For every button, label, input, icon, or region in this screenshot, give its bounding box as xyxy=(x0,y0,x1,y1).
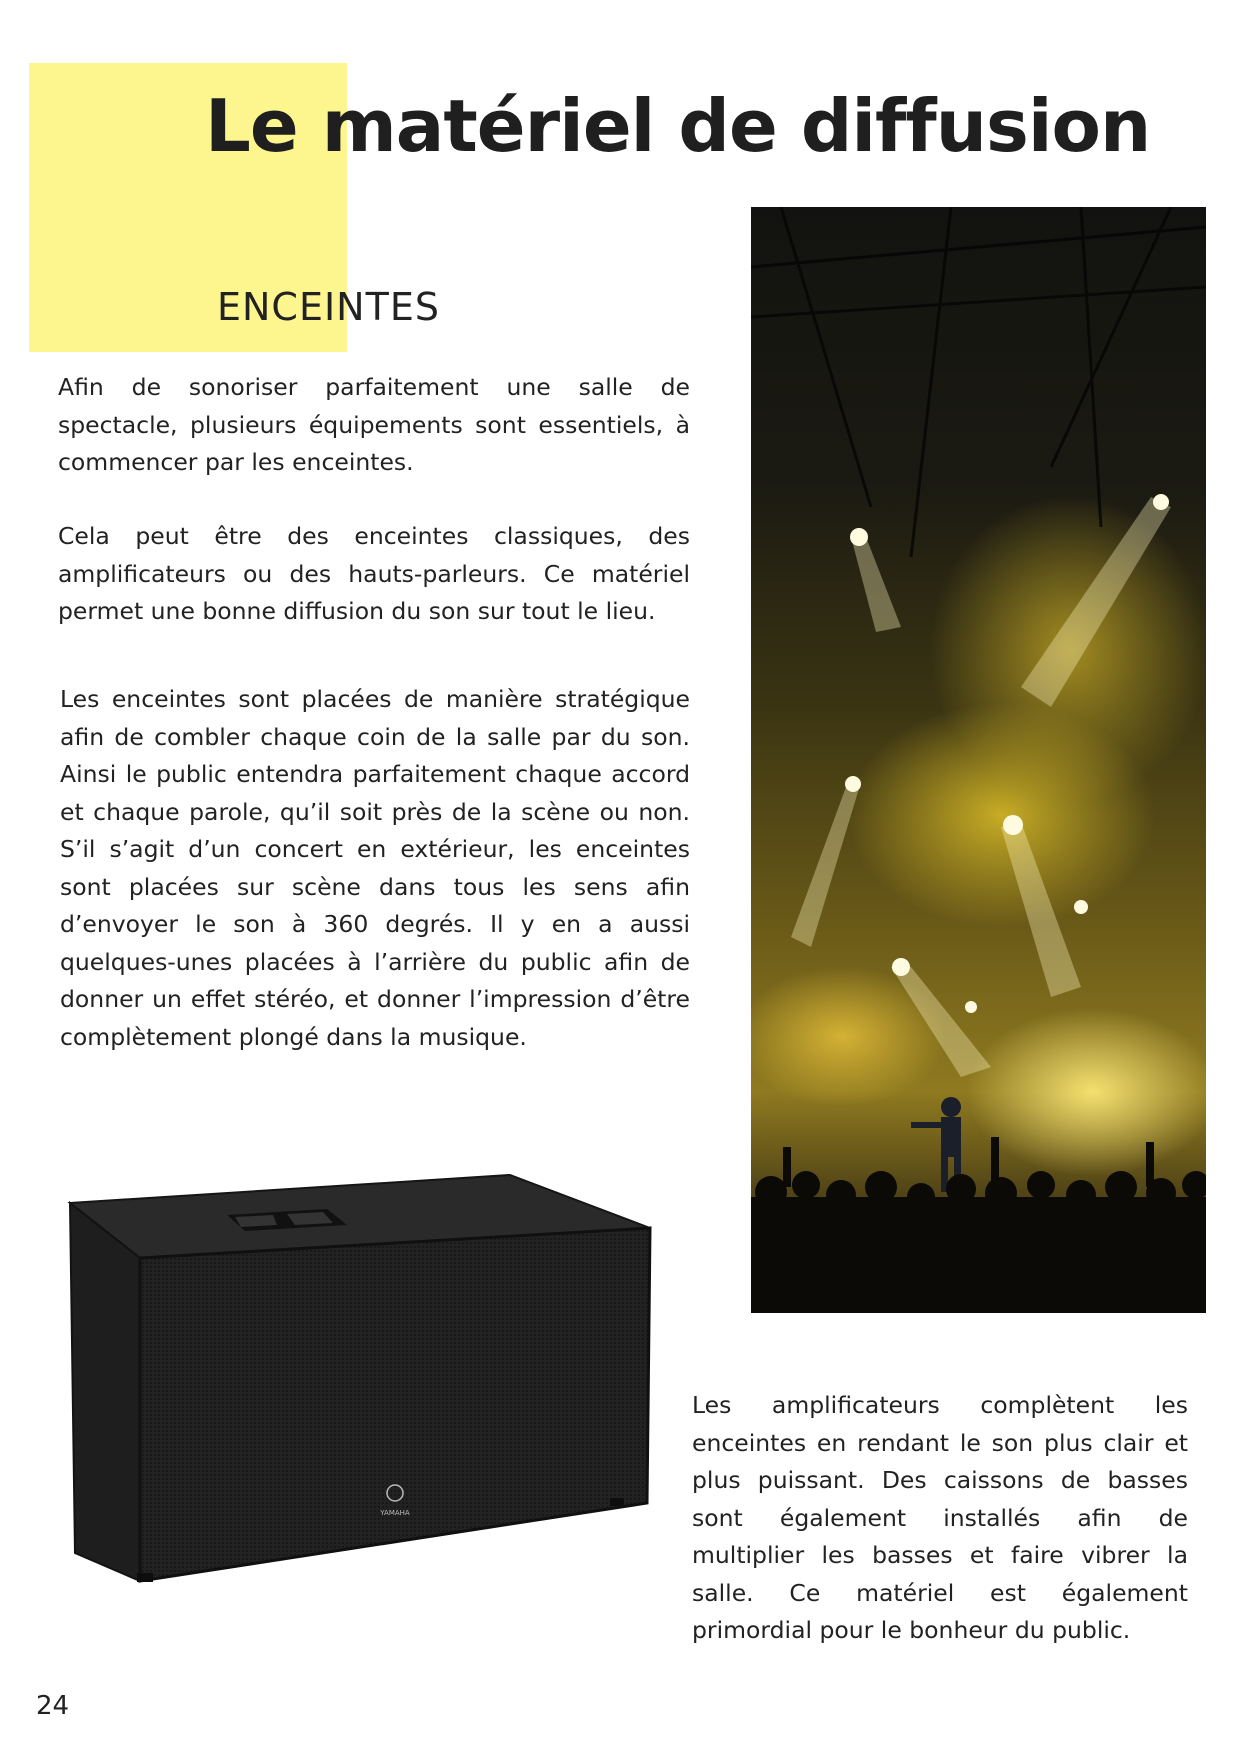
speaker-photo xyxy=(65,1173,655,1583)
paragraph-intro: Afin de sonoriser parfaitement une salle de spectacle, plusieurs équipements sont essentiels, à commencer par les enceintes. xyxy=(58,373,690,476)
page-title: Le matériel de diffusion xyxy=(205,84,1151,168)
concert-scene-illustration xyxy=(751,207,1206,1313)
section-heading: ENCEINTES xyxy=(217,285,440,329)
page-number: 24 xyxy=(36,1691,70,1721)
concert-photo xyxy=(751,207,1206,1313)
paragraph-placement: Les enceintes sont placées de manière stratégique afin de combler chaque coin de la salle par du son. Ainsi le public entendra parfaitement chaque accord et chaque parole, qu’il soit près de la scène ou non. S’il s’agit d’un concert en extérieur, les enceintes sont placées sur scène dans tous les sens afin d’envoyer le son à 360 degrés. Il y en a aussi quelques-unes placées à l’arrière du public afin de donner un effet stéréo, et donner l’impression d’être complètement plongé dans la musique. xyxy=(60,685,690,1051)
paragraph-equipment: Cela peut être des enceintes classiques, des amplificateurs ou des hauts-parleurs. Ce matériel permet une bonne diffusion du son sur tout le lieu. xyxy=(58,522,690,625)
brand-logo-text: YAMAHA xyxy=(380,1509,410,1517)
paragraph-amplifiers: Les amplificateurs complètent les enceintes en rendant le son plus clair et plus puissant. Des caissons de basses sont également installés afin de multiplier les basses et faire vibrer la salle. Ce matériel est également primordial pour le bonheur du public. xyxy=(692,1391,1188,1644)
subwoofer-illustration xyxy=(65,1173,655,1583)
